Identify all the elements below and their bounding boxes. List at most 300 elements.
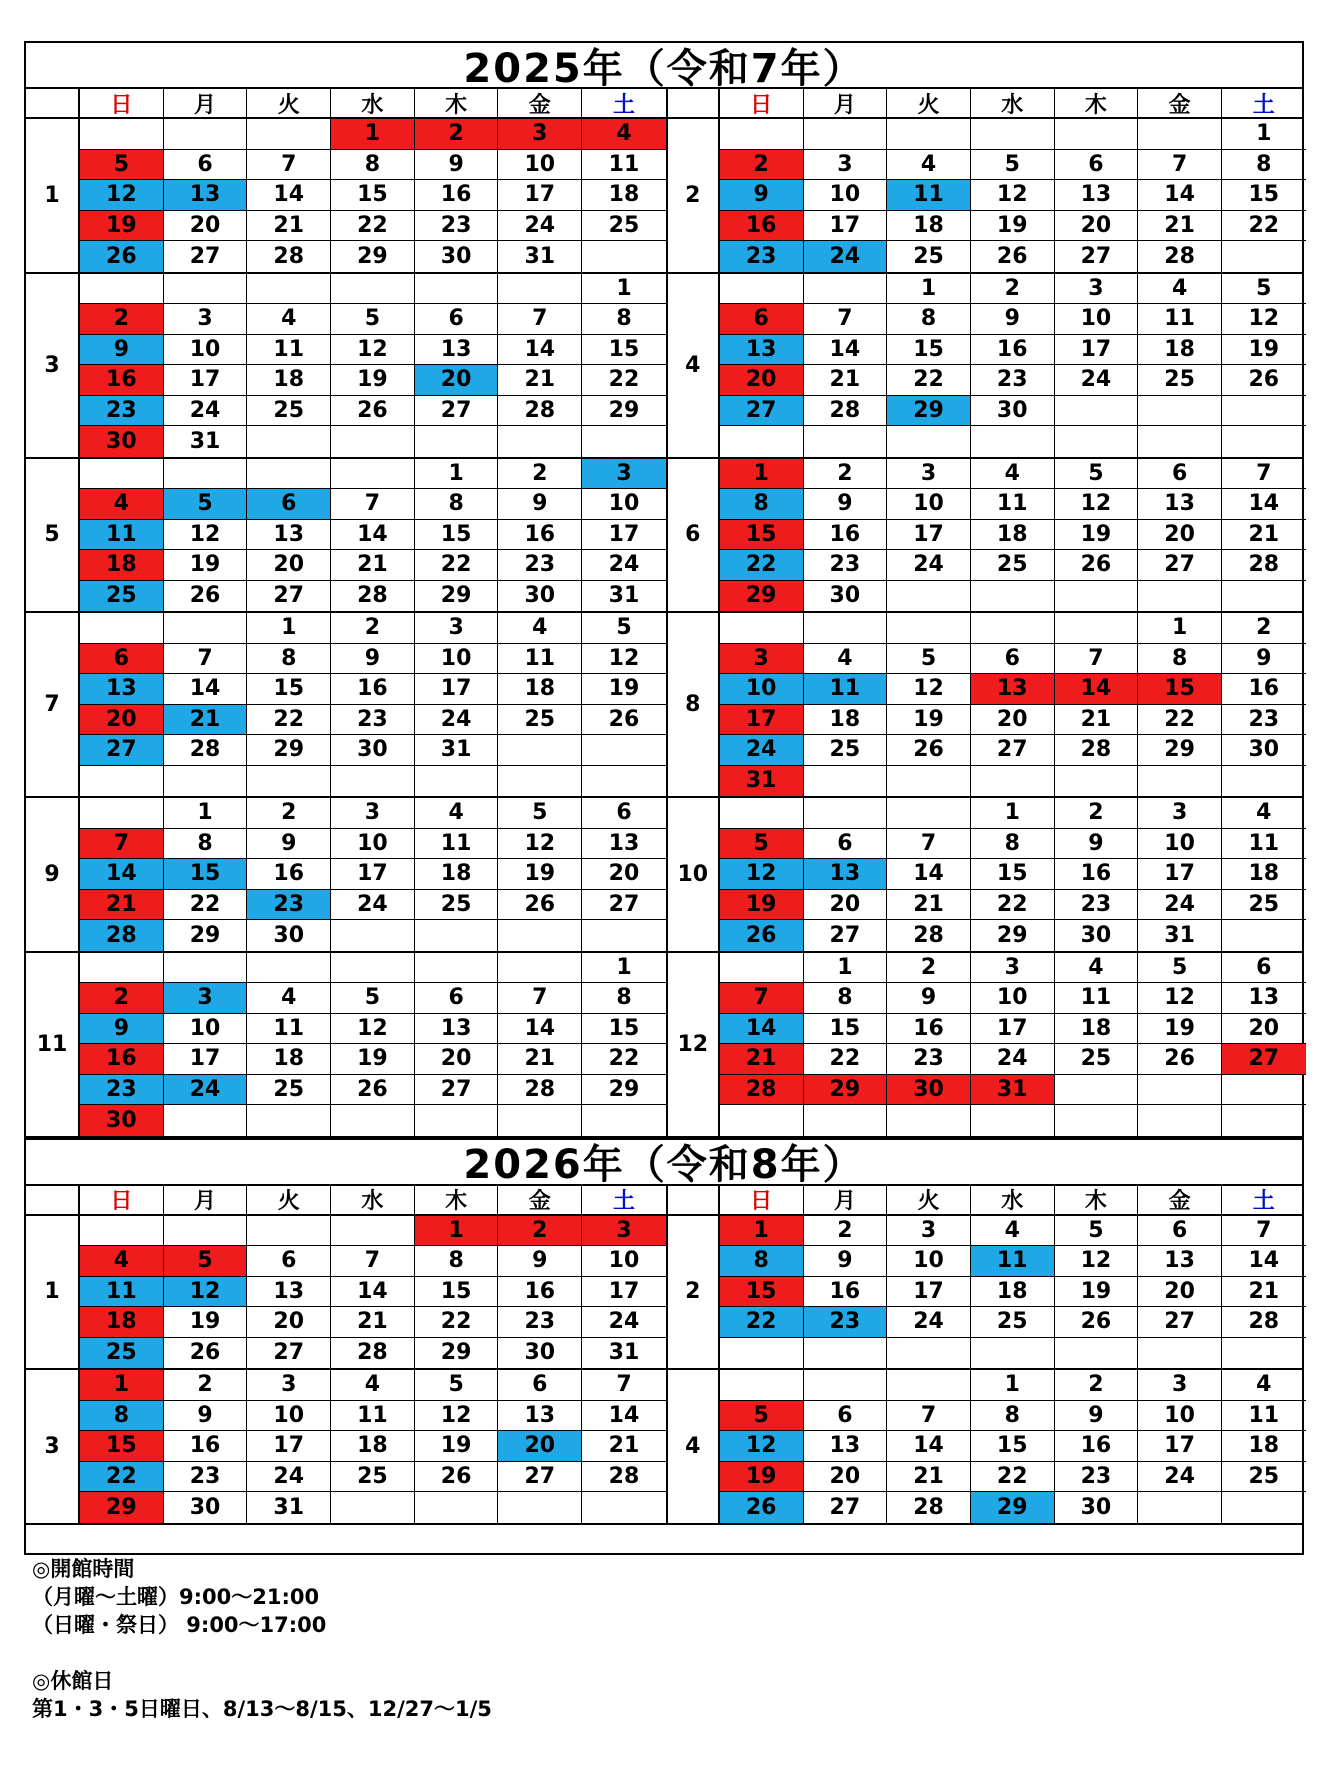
day-cell: 11 [331,1401,415,1431]
day-cell: 11 [608,151,640,177]
weekday-header: 木 [415,89,499,117]
day-cell: 22 [1248,212,1280,238]
week-row [80,119,666,150]
day-cell: 13 [1138,489,1222,519]
day-cell-closed: 30 [80,426,164,457]
day-cell: 12 [887,674,971,704]
day-cell: 18 [1055,1014,1139,1044]
day-cell: 28 [608,1463,640,1489]
day-cell [164,274,248,304]
day-cell-highlight: 14 [80,859,164,889]
week-row [720,798,1306,829]
month-label: 5 [26,459,80,612]
day-cell: 19 [971,211,1055,241]
day-cell-closed: 31 [971,1075,1055,1105]
day-cell-highlight: 24 [720,735,804,765]
day-cell: 23 [498,1307,582,1337]
day-cell: 21 [247,211,331,241]
day-cell [415,766,499,797]
day-cell: 5 [1055,459,1139,489]
day-cell: 19 [498,859,582,889]
day-cell: 23 [1248,706,1280,732]
day-cell: 8 [804,983,888,1013]
day-cell: 2 [164,1370,248,1400]
day-cell: 15 [608,1015,640,1041]
day-cell [415,953,499,983]
month-label: 2 [666,119,720,272]
day-cell: 2 [804,1216,888,1246]
day-cell: 28 [1248,1309,1280,1335]
month-row [26,1216,1302,1371]
day-cell [1055,613,1139,643]
week-row [720,150,1306,181]
day-cell-highlight: 11 [804,674,888,704]
day-cell-highlight: 9 [80,335,164,365]
day-cell: 4 [1055,953,1139,983]
day-cell: 30 [804,581,888,612]
day-cell: 23 [331,705,415,735]
day-cell: 20 [247,1307,331,1337]
day-cell: 19 [331,1044,415,1074]
day-cell: 1 [1138,613,1222,643]
day-cell [247,1216,331,1246]
day-cell: 27 [804,920,888,951]
day-cell [582,241,666,272]
day-cell [804,798,888,828]
day-cell-closed: 21 [80,890,164,920]
week-row [80,829,666,860]
month-12 [666,953,1306,1136]
day-cell [331,953,415,983]
day-cell-highlight: 14 [720,1014,804,1044]
day-cell: 27 [415,396,499,426]
week-row [720,1216,1306,1247]
day-cell: 30 [164,1492,248,1523]
day-cell: 9 [498,1246,582,1276]
week-row [80,920,666,951]
day-cell: 3 [164,304,248,334]
month-10 [666,798,1306,951]
day-cell-highlight: 23 [720,241,804,272]
week-row [80,953,666,984]
weekday-header: 金 [498,1186,582,1214]
day-cell: 5 [1055,1216,1139,1246]
day-cell: 24 [331,890,415,920]
day-cell: 6 [804,829,888,859]
day-cell: 4 [247,304,331,334]
day-cell: 4 [887,150,971,180]
month-label: 11 [26,953,80,1136]
day-cell [804,1338,888,1369]
year-title: 2026年（令和8年） [24,1138,1304,1186]
day-cell [1138,1338,1222,1369]
day-cell: 5 [971,150,1055,180]
day-cell: 8 [415,489,499,519]
day-cell: 28 [498,1075,582,1105]
day-cell: 7 [616,1372,632,1398]
weekday-header: 火 [247,1186,331,1214]
day-cell: 22 [164,890,248,920]
day-cell: 27 [608,891,640,917]
day-cell: 25 [1248,1463,1280,1489]
day-cell: 28 [887,1492,971,1523]
day-cell: 10 [887,1246,971,1276]
day-cell: 5 [415,1370,499,1400]
day-cell-closed: 1 [80,1370,164,1400]
week-row [720,644,1306,675]
weekday-header: 木 [1055,1186,1139,1214]
day-cell: 25 [331,1462,415,1492]
weekday-header: 土 [1252,1189,1275,1214]
day-cell [971,119,1055,149]
week-row [80,798,666,829]
week-row [720,426,1306,457]
calendar-page [24,41,1304,1555]
week-row [720,241,1306,272]
day-cell: 29 [608,1076,640,1102]
day-cell: 9 [971,304,1055,334]
day-cell: 16 [415,180,499,210]
month-row [26,459,1302,614]
day-cell: 28 [498,396,582,426]
day-cell-highlight: 9 [80,1014,164,1044]
day-cell: 1 [1256,121,1272,147]
day-cell: 17 [498,180,582,210]
day-cell: 15 [415,520,499,550]
day-cell: 29 [415,1338,499,1369]
day-cell: 24 [415,705,499,735]
week-row [720,211,1306,242]
day-cell: 24 [608,1309,640,1335]
day-cell [1055,396,1139,426]
day-cell-highlight: 6 [247,489,331,519]
day-cell: 22 [415,1307,499,1337]
day-cell: 11 [1055,983,1139,1013]
day-cell: 7 [887,829,971,859]
day-cell: 15 [247,674,331,704]
week-row [720,613,1306,644]
day-cell: 27 [1138,550,1222,580]
day-cell: 12 [331,335,415,365]
day-cell: 20 [608,861,640,887]
week-row [720,1492,1306,1523]
day-cell [331,1216,415,1246]
day-cell [887,766,971,797]
day-cell-closed: 30 [80,1105,164,1136]
day-cell: 25 [1055,1044,1139,1074]
day-cell: 15 [804,1014,888,1044]
day-cell [887,613,971,643]
day-cell: 12 [608,645,640,671]
day-cell: 27 [247,581,331,612]
month-label: 1 [26,1216,80,1369]
week-row [80,581,666,612]
closed-text: 第1・3・5日曜日、8/13～8/15、12/27～1/5 [32,1697,492,1721]
day-cell: 12 [415,1401,499,1431]
day-cell: 15 [331,180,415,210]
day-cell [971,581,1055,612]
day-cell-highlight: 26 [720,920,804,951]
day-cell: 14 [1248,491,1280,517]
week-row [720,1338,1306,1369]
week-row [80,396,666,427]
day-cell: 6 [415,983,499,1013]
day-cell-highlight: 20 [498,1431,582,1461]
day-cell: 28 [804,396,888,426]
day-cell: 20 [1248,1015,1280,1041]
day-cell: 6 [971,644,1055,674]
day-cell [498,1105,582,1136]
day-cell [1138,581,1222,612]
day-cell [415,920,499,951]
week-row [80,644,666,675]
day-cell: 3 [971,953,1055,983]
day-cell: 15 [971,859,1055,889]
day-cell: 22 [608,1046,640,1072]
day-cell: 20 [164,211,248,241]
day-cell-closed: 2 [80,304,164,334]
day-cell: 19 [415,1431,499,1461]
day-cell-closed: 7 [720,983,804,1013]
weekday-header: 金 [498,89,582,117]
day-cell: 17 [608,521,640,547]
day-cell-highlight: 12 [720,859,804,889]
day-cell: 24 [887,1307,971,1337]
hours-heading: ◎開館時間 [32,1557,135,1581]
day-cell: 6 [247,1246,331,1276]
day-cell-highlight: 8 [80,1401,164,1431]
day-cell: 27 [1138,1307,1222,1337]
day-cell: 10 [608,1248,640,1274]
week-row [80,1246,666,1277]
month-3 [26,1370,666,1523]
day-cell: 18 [1138,335,1222,365]
week-row [80,365,666,396]
day-cell [1222,241,1306,272]
day-cell-closed: 7 [80,829,164,859]
day-cell: 16 [1055,859,1139,889]
week-row [80,735,666,766]
week-row [80,335,666,366]
day-cell: 16 [971,335,1055,365]
day-cell: 6 [498,1370,582,1400]
day-cell: 4 [1256,800,1272,826]
week-row [720,983,1306,1014]
day-cell-closed: 30 [887,1075,971,1105]
day-cell: 12 [331,1014,415,1044]
day-cell: 11 [247,335,331,365]
day-cell [582,1105,666,1136]
day-cell [498,766,582,797]
day-cell: 19 [1055,1277,1139,1307]
weekday-header: 月 [804,89,888,117]
day-cell: 26 [971,241,1055,272]
day-cell-highlight: 10 [720,674,804,704]
day-cell: 21 [887,1462,971,1492]
day-cell-highlight: 25 [80,581,164,612]
month-label: 4 [666,1370,720,1523]
day-cell: 7 [331,1246,415,1276]
month-row [26,274,1302,459]
day-cell: 15 [887,335,971,365]
day-cell: 8 [415,1246,499,1276]
day-cell: 27 [1055,241,1139,272]
day-cell: 6 [415,304,499,334]
weekday-header: 日 [80,1186,164,1214]
day-cell-closed: 13 [971,674,1055,704]
day-cell: 6 [1138,459,1222,489]
day-cell: 10 [415,644,499,674]
day-cell-highlight: 9 [720,180,804,210]
day-cell [1055,581,1139,612]
weekday-header: 日 [720,89,804,117]
day-cell: 28 [1248,552,1280,578]
day-cell: 1 [971,1370,1055,1400]
day-cell: 13 [1248,985,1280,1011]
day-cell [720,1338,804,1369]
day-cell: 13 [804,1431,888,1461]
day-cell: 2 [1256,615,1272,641]
week-row [720,766,1306,797]
day-cell: 8 [971,829,1055,859]
day-cell: 17 [331,859,415,889]
day-cell-highlight: 8 [720,1246,804,1276]
week-row [80,890,666,921]
day-cell: 7 [1256,1217,1272,1243]
week-row [80,211,666,242]
day-cell [971,766,1055,797]
day-cell-closed: 19 [720,1462,804,1492]
day-cell: 19 [1055,520,1139,550]
day-cell: 26 [608,706,640,732]
day-cell [498,274,582,304]
day-cell: 31 [608,1340,640,1366]
week-row [720,550,1306,581]
day-cell [164,1105,248,1136]
day-cell-closed: 31 [720,766,804,797]
week-row [720,1307,1306,1338]
day-cell: 25 [415,890,499,920]
day-cell [804,613,888,643]
day-cell: 18 [331,1431,415,1461]
day-cell-closed: 2 [498,1216,582,1246]
week-row [720,1431,1306,1462]
week-row [80,1105,666,1136]
day-cell: 16 [887,1014,971,1044]
month-1 [26,119,666,272]
day-cell [1055,1338,1139,1369]
day-cell [1055,1105,1139,1136]
day-cell: 19 [1138,1014,1222,1044]
day-cell [331,920,415,951]
day-cell: 8 [1138,644,1222,674]
month-row [26,953,1302,1136]
week-row [720,1105,1306,1136]
day-cell-highlight: 12 [164,1277,248,1307]
day-cell [1055,119,1139,149]
day-cell [1138,1105,1222,1136]
week-row [80,304,666,335]
month-label: 9 [26,798,80,951]
day-cell: 23 [164,1462,248,1492]
day-cell [1222,1338,1306,1369]
day-cell: 18 [498,674,582,704]
day-cell: 1 [616,954,632,980]
week-row [80,1492,666,1523]
day-cell-closed: 28 [720,1075,804,1105]
day-cell: 22 [415,550,499,580]
weekday-header: 金 [1138,1186,1222,1214]
day-cell-highlight: 3 [582,459,666,489]
day-cell: 8 [164,829,248,859]
day-cell: 1 [804,953,888,983]
week-row [720,180,1306,211]
month-row [26,119,1302,274]
day-cell: 28 [164,735,248,765]
day-cell: 6 [616,800,632,826]
day-cell: 14 [331,520,415,550]
week-row [720,304,1306,335]
day-cell: 6 [804,1401,888,1431]
day-cell [971,1338,1055,1369]
day-cell [887,426,971,457]
day-cell: 25 [887,241,971,272]
day-cell-closed: 16 [80,365,164,395]
day-cell [80,613,164,643]
day-cell: 6 [1256,954,1272,980]
day-cell [331,459,415,489]
day-cell-highlight: 11 [80,520,164,550]
day-cell [247,426,331,457]
day-cell [1222,1105,1306,1136]
day-cell: 17 [1055,335,1139,365]
day-cell: 17 [415,674,499,704]
day-cell-closed: 15 [1138,674,1222,704]
day-cell: 19 [608,676,640,702]
day-cell-highlight: 5 [164,489,248,519]
day-cell: 19 [887,705,971,735]
day-cell: 7 [1055,644,1139,674]
day-cell [804,426,888,457]
day-cell: 26 [331,396,415,426]
day-cell: 30 [1248,737,1280,763]
day-cell-closed: 19 [80,211,164,241]
day-cell: 8 [887,304,971,334]
day-cell [582,1492,666,1523]
week-row [80,674,666,705]
day-cell: 4 [1138,274,1222,304]
day-cell: 20 [1138,520,1222,550]
weekday-header: 土 [612,1189,635,1214]
day-cell: 20 [415,1044,499,1074]
day-cell-highlight: 22 [720,550,804,580]
day-cell: 19 [164,1307,248,1337]
day-cell: 22 [971,1462,1055,1492]
week-row [80,1462,666,1493]
day-cell [80,459,164,489]
day-cell [1138,1492,1222,1523]
day-cell: 31 [164,426,248,457]
day-cell-closed: 29 [80,1492,164,1523]
week-row [80,1075,666,1106]
day-cell: 4 [498,613,582,643]
day-cell: 14 [498,1014,582,1044]
week-row [80,1307,666,1338]
day-cell [164,459,248,489]
month-1 [26,1216,666,1369]
day-cell-highlight: 24 [164,1075,248,1105]
month-4 [666,1370,1306,1523]
